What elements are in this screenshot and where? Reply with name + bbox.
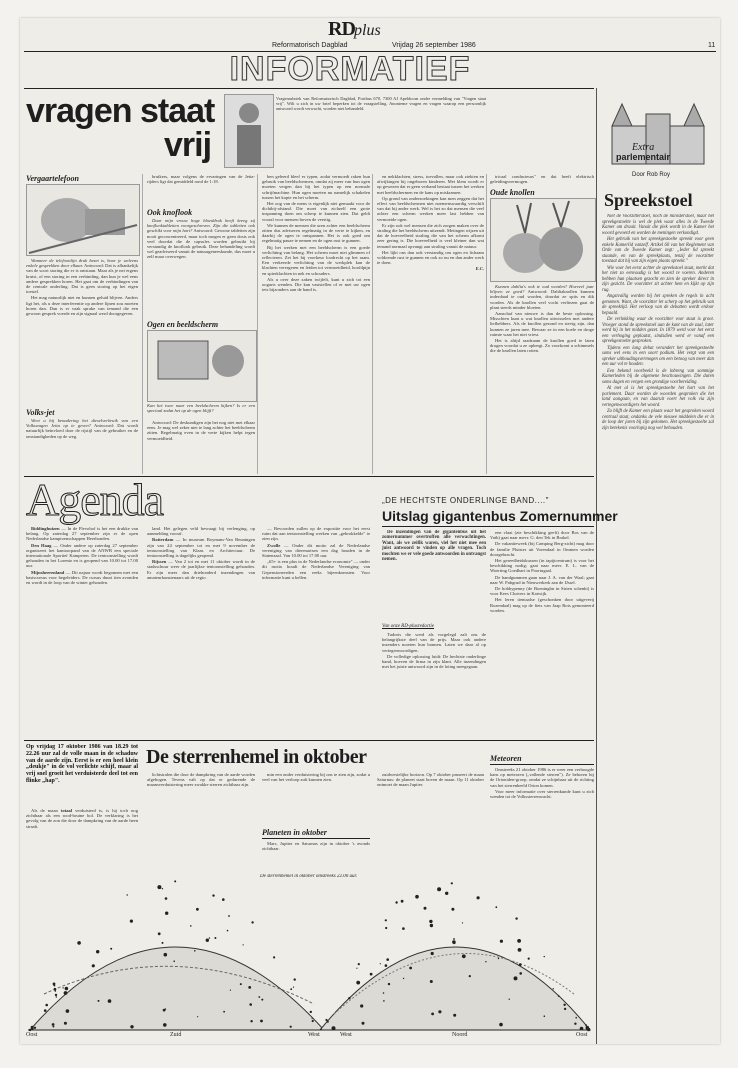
star xyxy=(553,988,554,989)
zomer-lead: De inzendingen van de gigantenbus uit het zomernummer overtroffen alle verwachtingen. Want, als we zeifik waren, viel het niet mee een juist antwoord te vinden op alle vragen. Toch mochten we er vele goede antwoorden in ontvangst nemen. xyxy=(382,530,486,563)
star xyxy=(98,1000,100,1002)
star xyxy=(312,1020,314,1022)
star xyxy=(162,888,163,889)
star xyxy=(54,985,56,987)
star xyxy=(325,1019,327,1021)
star xyxy=(197,1016,198,1017)
star-chart-caption: De sterrenhemel in oktober omstreeks 22.00 uur. xyxy=(260,874,358,879)
star xyxy=(563,1004,565,1006)
star xyxy=(500,940,503,943)
star xyxy=(54,988,57,991)
star xyxy=(194,950,196,952)
star xyxy=(477,896,480,899)
col-rule-1 xyxy=(142,174,143,474)
telephone-illustration xyxy=(26,184,140,256)
heading-volksjet: Volks-jet xyxy=(26,408,55,417)
star xyxy=(370,973,373,976)
zomer-title: Uitslag gigantenbus Zomernummer xyxy=(382,508,618,524)
col-rule-4 xyxy=(486,174,487,474)
star xyxy=(509,999,510,1000)
meteoren-heading: Meteoren xyxy=(490,754,522,763)
star xyxy=(403,978,404,979)
heading-vergaartelefoon: Vergaartelefoon xyxy=(26,174,79,183)
star xyxy=(45,1004,48,1007)
zomer-credit: Van onze RD-plusredactie xyxy=(382,624,435,629)
star xyxy=(358,963,360,965)
star xyxy=(64,991,68,995)
star xyxy=(108,999,112,1003)
eye-screen-illustration xyxy=(147,330,257,402)
star xyxy=(130,920,133,923)
star xyxy=(165,912,168,915)
sterren-col3: min een onder verduistering bij ons te zien zijn, zodat u veel van het verloop zult kunnen zien. xyxy=(262,772,370,783)
star xyxy=(249,1003,252,1006)
star xyxy=(402,927,405,930)
star-chart xyxy=(24,874,594,1044)
star xyxy=(437,887,441,891)
direction-west-right: West xyxy=(340,1032,352,1038)
col-rule-3 xyxy=(372,174,373,474)
heading-oude-knollen: Oude knollen xyxy=(490,188,535,197)
meteoren-text: Omstreeks 21 oktober 1986 is er weer een verhoogde kans op meteoren („vallende sterren"). Ze behoren bij de Orioniden-groep, omdat ze schijnbaar uit de richting van het sterrenbeeld Orion komen. Voor meer informatie over sterrenkunde kunt u zich wenden tot de Volkssterrenwacht. xyxy=(490,767,594,800)
star xyxy=(158,932,161,935)
star xyxy=(431,952,434,955)
star xyxy=(445,892,448,895)
zomer-col2: een vlaai (zie beschikking geeft) door Bos van de Vath) gaat naar mevr. G. den Tek in Brakel. De vakantieweek (bij Camping Berg-zicht) mag door de familie Pluister uit Vorendaal in Ommen worden doorgebracht. Het gereedheidskussen (in tapijtcentrum) is voor het beschikking nodig; gaat naar mevr. E. L. van de Woerting Goedhart in Poortugaal. De handgummen gaan naar J. A. van der Waal; gaat naar W. Pabgrud in Nieuwerkerk aan de IJssel. De hobbypenny (de Boeninghn in Strien schenkt) is voor Kees Cluivers in Katwijk. Het leren tientaalse (geschonken door uitgeverij Rozendaal) mag op de fiets van Jaap Rots gemonteerd worden. xyxy=(490,530,594,613)
star xyxy=(462,954,466,958)
star xyxy=(250,1020,252,1022)
star xyxy=(92,964,95,967)
star xyxy=(293,987,294,988)
star xyxy=(251,921,253,923)
star xyxy=(383,1000,385,1002)
star xyxy=(575,1017,577,1019)
sterren-col4: zuidwestelijke horizon. Op 7 oktober passeert de maan Saturnus: de planeet staat boven de maan. Op 11 oktober ontmoet de maan Jupiter. xyxy=(377,772,484,788)
zomer-kicker: „DE HECHTSTE ONDERLINGE BAND...." xyxy=(382,496,549,505)
star xyxy=(214,937,216,939)
star xyxy=(498,958,499,959)
star xyxy=(248,986,251,989)
star xyxy=(227,930,229,932)
vragen-title-line1: vragen staat xyxy=(26,92,215,130)
logo-text: RD xyxy=(328,18,355,40)
star xyxy=(55,994,57,996)
star xyxy=(273,956,275,958)
spreekstoel-text: Niet de Voorzitterstoel, noch de ministerstoel, maar het spreekgestoelte is wel de plek waar alles in de Tweede Kamer om draait. Vanuit die plek wordt in de Kamer het woord gevoerd en worden de meningen verkondigd. Het gebruik van het spreekgestoelte spreekt voor geen enkele Kamerlid vanzelf. Artikel 60 van het Reglement van Orde van de Tweede Kamer zegt: „Ieder lid spreekt staande, en van de spreekplaats, tenzij de voorzitter toestaat dat hij van zijn eigen plaats spreekt." Wie voor het eerst achter de spreekstoel staat, merkt dat het niet zo eenvoudig is het woord te voeren. Anderen hebben hun plaatsen gezocht en zien de spreker direct in zijn gezicht. De voorzitter zit achter hem en kijkt op zijn rug. Angstvallig worden bij het spreken de regels in acht genomen. Want, de voorzitter let scherp op het gebruik van de spreektijd. Het verloop van de debatten wordt erdoor bepaald. De verlokking waar de voorzitter voor staat is groot. Vroeger stond de spreekstoel aan de kant van de zaal, later werd hij in het midden gezet. In 1879 werd voor het eerst een verhoging geplaatst, sindsdien werd er vanaf een spreekgestoelte gesproken. Tijdens een lang debat verandert het spreekgestoelte soms wel eens in een soort podium. Het vergt van een spreker uithoudingsvermogen om een betoog van meer dan een uur vol te houden. Een bekend voorbeeld is de inbreng van sommige Kamerleden bij de algemene beschouwingen. Die duren soms dagen en vergen een grondige voorbereiding. Al met al is het spreekgestoelte het hart van het parlement. Daar worden de woorden gesproken die het land aangaan, en van daaruit voert het volk via zijn vertegenwoordigers het woord. Zo blijft de Kamer een plaats waar het gesproken woord centraal staat, ondanks de vele nieuwe middelen die er in de loop der jaren bij zijn gekomen. Het spreekgestoelte zal zijn betekenis voorlopig nog wel behouden. xyxy=(602,214,714,431)
star xyxy=(222,898,225,901)
star xyxy=(127,894,128,895)
star xyxy=(56,996,57,997)
star xyxy=(196,908,199,911)
star xyxy=(415,895,419,899)
star xyxy=(228,915,230,917)
agenda-col3: — Bevoorden zullen op de expositie voor het eerst ruim dat aan tentoonstelling werken van „gebrokkelde" te zien zijn. Zwolle — Onder dit motto zal de Nederlandse vereniging van dierenartsen een dag houden in de Statenzaal. Van 10.00 tot 17.00 uur. „65+ is een plus in de Nederlandse economie" — onder dit motto houdt de Nederlandse Vereniging van Gepensioneerden een reeks bijeenkomsten. Voor informatie kunt u bellen. xyxy=(262,526,370,580)
star xyxy=(453,941,456,944)
col-rule-main xyxy=(596,88,597,1044)
star xyxy=(517,939,521,943)
sterren-title: De sterrenhemel in oktober xyxy=(146,746,367,768)
star xyxy=(431,1013,434,1016)
agenda-item-mijnsheerenland: Mijnsheerenland xyxy=(31,569,65,575)
star xyxy=(240,983,242,985)
star xyxy=(157,885,161,889)
agenda-item-rijssen: Rijssen xyxy=(152,559,167,565)
meteoren-rule xyxy=(490,764,594,765)
parlement-logo-line2: parlementair xyxy=(616,152,671,162)
star xyxy=(430,924,433,927)
star xyxy=(401,900,404,903)
star xyxy=(164,953,168,957)
star xyxy=(230,990,231,991)
star xyxy=(574,1023,576,1025)
logo-plus: plus xyxy=(354,22,381,39)
star xyxy=(515,917,517,919)
star xyxy=(362,1022,365,1025)
col2-text: bruikers, maar volgens de ervaringen van de Jetta-rijders ligt dat gemiddeld rond de 1:18. xyxy=(147,174,255,185)
parlement-author: Door Rob Roy xyxy=(632,172,671,178)
star xyxy=(52,1023,55,1026)
star xyxy=(348,997,350,999)
star xyxy=(294,978,296,980)
direction-zuid: Zuid xyxy=(170,1032,182,1038)
star xyxy=(212,894,214,896)
agenda-item-biddinghuizen: Biddinghuizen xyxy=(31,526,60,531)
star xyxy=(395,901,397,903)
agenda-item-den-haag: Den Haag xyxy=(31,542,52,548)
star xyxy=(424,907,427,910)
direction-oost-left: Oost xyxy=(26,1032,38,1038)
sterren-col1: Als de maan totaal verduisterd is, is hij toch nog zichtbaar als een rood-bruine bol. De verklaring is het gevolg van de zon die door de dampkring van de aarde heen straalt. xyxy=(26,808,138,829)
star xyxy=(519,963,522,966)
vragen-title-line2: vrij xyxy=(164,126,212,164)
star xyxy=(312,1018,313,1019)
star xyxy=(243,944,244,945)
star xyxy=(65,987,69,991)
star xyxy=(66,1009,70,1013)
star xyxy=(385,927,387,929)
col4-text: en nekklachten, stress, toevallen, maar ook ziekten en afwijkingen bij ongeboren kinderen. Met klem wordt er op gewezen dat er geen verband bestaat tussen het werken met beeldschermen en de kans op miskramen. Op grond van onderzoekingen kan men zeggen dat het effect van beeldschermen niet noemenswaardig verschilt van dat bij ander werk. Wel is het zo dat mensen die veel achter een scherm werken meer last hebben van vermoeide ogen. Er zijn ook wel mensen die zich zorgen maken over de straling die het beeldscherm uitzendt. Metingen wijzen uit dat de hoeveelheid straling die van het scherm afkomt zeer gering is. Die hoeveelheid is veel kleiner dan wat iemand normaal opvangt aan straling vanuit de natuur. Het lijkt ons dan ook verstandig om ogen en lichaam voldoende rust te gunnen en ook zo nu en dan ander werk te doen. E.C. xyxy=(377,174,484,272)
star xyxy=(96,950,99,953)
star xyxy=(386,958,389,961)
star xyxy=(173,960,175,962)
star xyxy=(383,992,385,994)
masthead xyxy=(20,18,720,50)
question-person-illustration xyxy=(224,94,274,168)
star xyxy=(558,995,560,997)
star xyxy=(519,972,522,975)
col5-text: Kunnen dahlia's ook te oud worden? Hoeveel jaar blijven ze goed? Antwoord: Dahliaknollen kunnen inderdaad te oud worden, doordat ze spits en dik worden. Als de knollen veel vocht verliezen gaat de plant steeds minder bloeien. Aanschaf van nieuwe is dan de beste oplossing. Misschien kunt u wat knollen uitwisselen met andere liefhebbers. Als de knollen gezond en stevig zijn, dan kunnen ze jaren mee. Bewaar ze in een koele en droge ruimte waar het niet vriest. Het is altijd raadzaam de knollen goed te laten drogen voordat u ze opbergt. Zo voorkomt u schimmels die de knollen laten rotten. xyxy=(490,284,594,354)
col3-text: ben geleerd bleef er typen, zodat vermoedt raken hun gebruik van beeldschermen, omdat zij meer van hun ogen moeten vergen dan bij het typen op een normale schrijfmachine. Hun ogen moeten nu namelijk schakelen tussen het kopie en het scherm. Het oog van de mens is eigenlijk niet gemaakt voor de dichtbij-afstand. Die moet van zichzelf een grote inspanning doen om scherp te kunnen zien. Dat geldt vooral voor mensen boven de veertig. We kunnen de mensen die uren achter een beeldscherm zitten dus adviseren regelmatig in de verte te kijken, en daarbij de ogen te ontspannen. Het is ook goed om regelmatig pauze te nemen en de ogen rust te gunnen. Bij het werken met een beeldscherm is een goede verlichting van belang. Het scherm moet niet glimmen of reflecteren. Zet het bij voorkeur loodrecht op het raam. Een verkeerde verlichting van de werkplek kan de klachten verergeren en leiden tot vermoeidheid, hoofdpijn en spierklachten in nek en schouders. Als u over deze zaken twijfelt, kunt u zich tot een oogarts wenden. Die kan vaststellen of er met uw ogen iets bijzonders aan de hand is. xyxy=(262,174,370,293)
zomer-col1: Tudoris die werd als vorgelegd zalt ons de belangrijkste deel van de prijs. Maar ook andere inzenders moeten hun bonnen. Laten we daar al op vertegenwoordigen. De volledige oplossing luidt: De hechtste onderlinge band, hoeven de firma in zijn klant. Alle inzendingen met het juiste antwoord zijn in de loting meegegaan. xyxy=(382,632,486,670)
star xyxy=(190,925,192,927)
star xyxy=(451,882,453,884)
col2-text-c: Antwoord: De deskundigen zijn het nog niet met elkaar eens. Je mag wel zeker niet te lang achter het beeldscherm zitten. Regelmatig even in de verte kijken helpt tegen vermoeidheid. xyxy=(147,420,255,441)
star xyxy=(356,968,357,969)
paper-name: Reformatorisch Dagblad xyxy=(272,42,348,49)
star xyxy=(77,941,81,945)
agenda-item-zwolle: Zwolle xyxy=(267,542,281,548)
vragen-header xyxy=(24,92,594,170)
star xyxy=(360,1004,363,1007)
star xyxy=(462,922,463,923)
star xyxy=(327,1021,329,1023)
sketch-caption: Kan het twee naar een beeldscherm kijken? Is er een speciaal zodat het op de ogen blijft? xyxy=(147,403,255,414)
star xyxy=(544,956,545,957)
page-number: 11 xyxy=(708,42,716,49)
heading-knoflook: Ook knoflook xyxy=(147,208,193,217)
newspaper-page xyxy=(20,18,720,1044)
sterren-lead: Op vrijdag 17 oktober 1986 van 18.29 tot 22.26 uur zal de volle maan in de schaduw van de aarde zijn. Eerst is er een heel klein „deukje" in de vol verlichte schijf, maar al vrij snel groeit het verduisterde deel tot een flinke „hap". xyxy=(26,744,138,784)
star xyxy=(453,1014,456,1017)
star xyxy=(495,906,497,908)
parlement-logo-line1: Extra xyxy=(632,142,655,153)
turnips-illustration xyxy=(490,198,596,282)
direction-west-left: West xyxy=(308,1032,320,1038)
direction-oost-right: Oost xyxy=(576,1032,588,1038)
star xyxy=(209,937,210,938)
star xyxy=(261,999,263,1001)
star xyxy=(174,880,176,882)
direction-noord: Noord xyxy=(452,1032,468,1038)
col-rule-2 xyxy=(257,174,258,474)
star xyxy=(585,1024,587,1026)
star xyxy=(34,1027,36,1029)
star xyxy=(223,1011,225,1013)
star xyxy=(260,1020,263,1023)
col1-text-b: Weet u bij benadering het dieselverbruik van een Volkswagen Jetta op te geven? Antwoord: Dat wordt natuurlijk beïnvloed door de rijstijl van de gebruiker en de omstandigheden op de weg. xyxy=(26,418,138,439)
col2-text-b: Daar mijn vrouw hoge bloeddruk heeft kreeg zij knoflooktabletten voorgeschreven. Zijn die tabletten ook geschikt voor mijn hart? Antwoord: Gewone tabletten zijn nooit geconcentreerd, maar toch mogen er geen dosis ook veel doordat die de capsules worden gebruikt bij verstandig de knoflook gebruik. Deze behandeling wordt wel geadviseerd vanuit de natuurgeneeskunde, dus moet u zelf maar overwegen. xyxy=(147,218,255,260)
star xyxy=(130,1025,133,1028)
star xyxy=(165,1008,166,1009)
star xyxy=(62,987,63,988)
agenda-item-rotterdam: Rotterdam xyxy=(152,537,174,543)
star xyxy=(438,1010,441,1013)
heading-ogen: Ogen en beeldscherm xyxy=(147,320,219,329)
star xyxy=(206,939,209,942)
star xyxy=(469,975,471,977)
section-banner: INFORMATIEF xyxy=(229,50,471,88)
star xyxy=(258,996,260,998)
star xyxy=(64,1022,67,1025)
star xyxy=(430,980,433,983)
star xyxy=(356,981,360,985)
logo xyxy=(328,20,398,42)
kroon-signature: E.C. xyxy=(475,266,484,272)
sky-dome-north xyxy=(320,947,590,1030)
star xyxy=(110,948,112,950)
star xyxy=(518,948,522,952)
star xyxy=(385,919,387,921)
star xyxy=(409,967,412,970)
zomer-title-rule xyxy=(382,526,594,527)
banner-rule xyxy=(24,88,594,89)
star xyxy=(528,958,530,960)
star xyxy=(499,1023,503,1027)
star xyxy=(385,964,388,967)
star xyxy=(380,963,381,964)
star xyxy=(163,1023,167,1027)
parlement-logo xyxy=(602,96,714,186)
star xyxy=(290,988,292,990)
star xyxy=(544,1015,546,1017)
col1-text: Wanneer de telefoonlijn druk bezet is, hoor je weleens enkele gesprekken door elkaar. Antwoord: Dat is afhankelijk van de soort storing die er is ontstaan. Maar als je net ergens kruist, of een storing in een verbinding, dan kun je wel eens andere gesprekken horen. Het gaat om de verbindingen van de centrale onderling. Dat is geen storing op het eigen toestel. Het mag natuurlijk niet en kunnen geluid blijven. Anders ligt het, als u deze interferentie op andere lijnen zou moeten horen dan. Dan is er vaak sprake van iemand die een gewoon gesprek voerde en zijn signaal werd doorgegeven. xyxy=(26,258,138,317)
star xyxy=(429,920,432,923)
planeten-heading: Planeten in oktober xyxy=(262,828,327,837)
star xyxy=(514,976,518,980)
spreekstoel-title: Spreekstoel xyxy=(604,190,693,210)
star xyxy=(388,983,390,985)
star xyxy=(485,961,486,962)
star xyxy=(55,990,57,992)
planeten-rule xyxy=(262,838,370,839)
star xyxy=(290,1026,292,1028)
star xyxy=(451,908,454,911)
star xyxy=(564,1008,566,1010)
vragen-intro: Vragenrubriek van Reformatorisch Dagblad, Postbus 670, 7300 AJ Apeldoorn onder vermelding van "Vragen staat vrij". Wilt u zich in uw brief beperken tot de vraagstelling. Anonieme vragen en vragen waarop een persoonlijk antwoord wordt verwacht, worden niet behandeld. xyxy=(276,96,486,111)
star xyxy=(53,1026,55,1028)
issue-date: Vrijdag 26 september 1986 xyxy=(392,42,476,49)
sterren-col2: lichtstralen die door de dampkring van de aarde worden afgebogen. Tevens valt op dat er gedurende de maansverduistering meer zwakke sterren zichtbaar zijn. xyxy=(147,772,255,788)
agenda-title: Agenda xyxy=(26,474,164,525)
star xyxy=(162,942,164,944)
star xyxy=(44,1009,47,1012)
sterren-top-rule xyxy=(24,740,594,741)
agenda-col1: Biddinghuizen — In de Flevohof is het een drukke van belang. Op zaterdag 27 september zijn er de open Nederlandse kampioenschappen Heerhonden. Den Haag — Onder andere op zaterdag 27 september organiseert het kantoorpand van de ANWB een speciale internationale Sportief Kamperen. De tentoonstelling wordt gehouden in het Lorentz en is geopend van 10.00 tot 17.00 uur. Mijnsheerenland — Dit najaar wordt begonnen met een basiscursus voor begeleiders. De cursus duurt tien avonden en wordt in de loop van de winter gehouden. xyxy=(26,526,138,586)
col5-top: tricaal conducteurs" en dat heeft elektrisch geleidingsvermogen. xyxy=(490,174,594,185)
star-map-svg xyxy=(24,874,594,1044)
star xyxy=(165,897,168,900)
star xyxy=(310,1011,312,1013)
agenda-col2: land. Het gelegen veld bevraagt bij verlenging, op aanmelding vooraf. Rotterdam — In museum Boymans-Van Beuningen zijn van 24 september tot en met 9 november de tentoonstelling van Klaas en Architectuur. De tentoonstelling is dagelijks geopend. Rijssen — Van 2 tot en met 11 oktober wordt in de stadsschuur weer de jaarlijkse tentoonstelling gehouden. Er zijn meer dan driehonderd inzendingen van amateurkunstenaars uit de regio. xyxy=(147,526,255,580)
star xyxy=(453,938,455,940)
sterren-col3b: Mars, Jupiter en Saturnus zijn in oktober 's avonds zichtbaar. xyxy=(262,841,370,852)
